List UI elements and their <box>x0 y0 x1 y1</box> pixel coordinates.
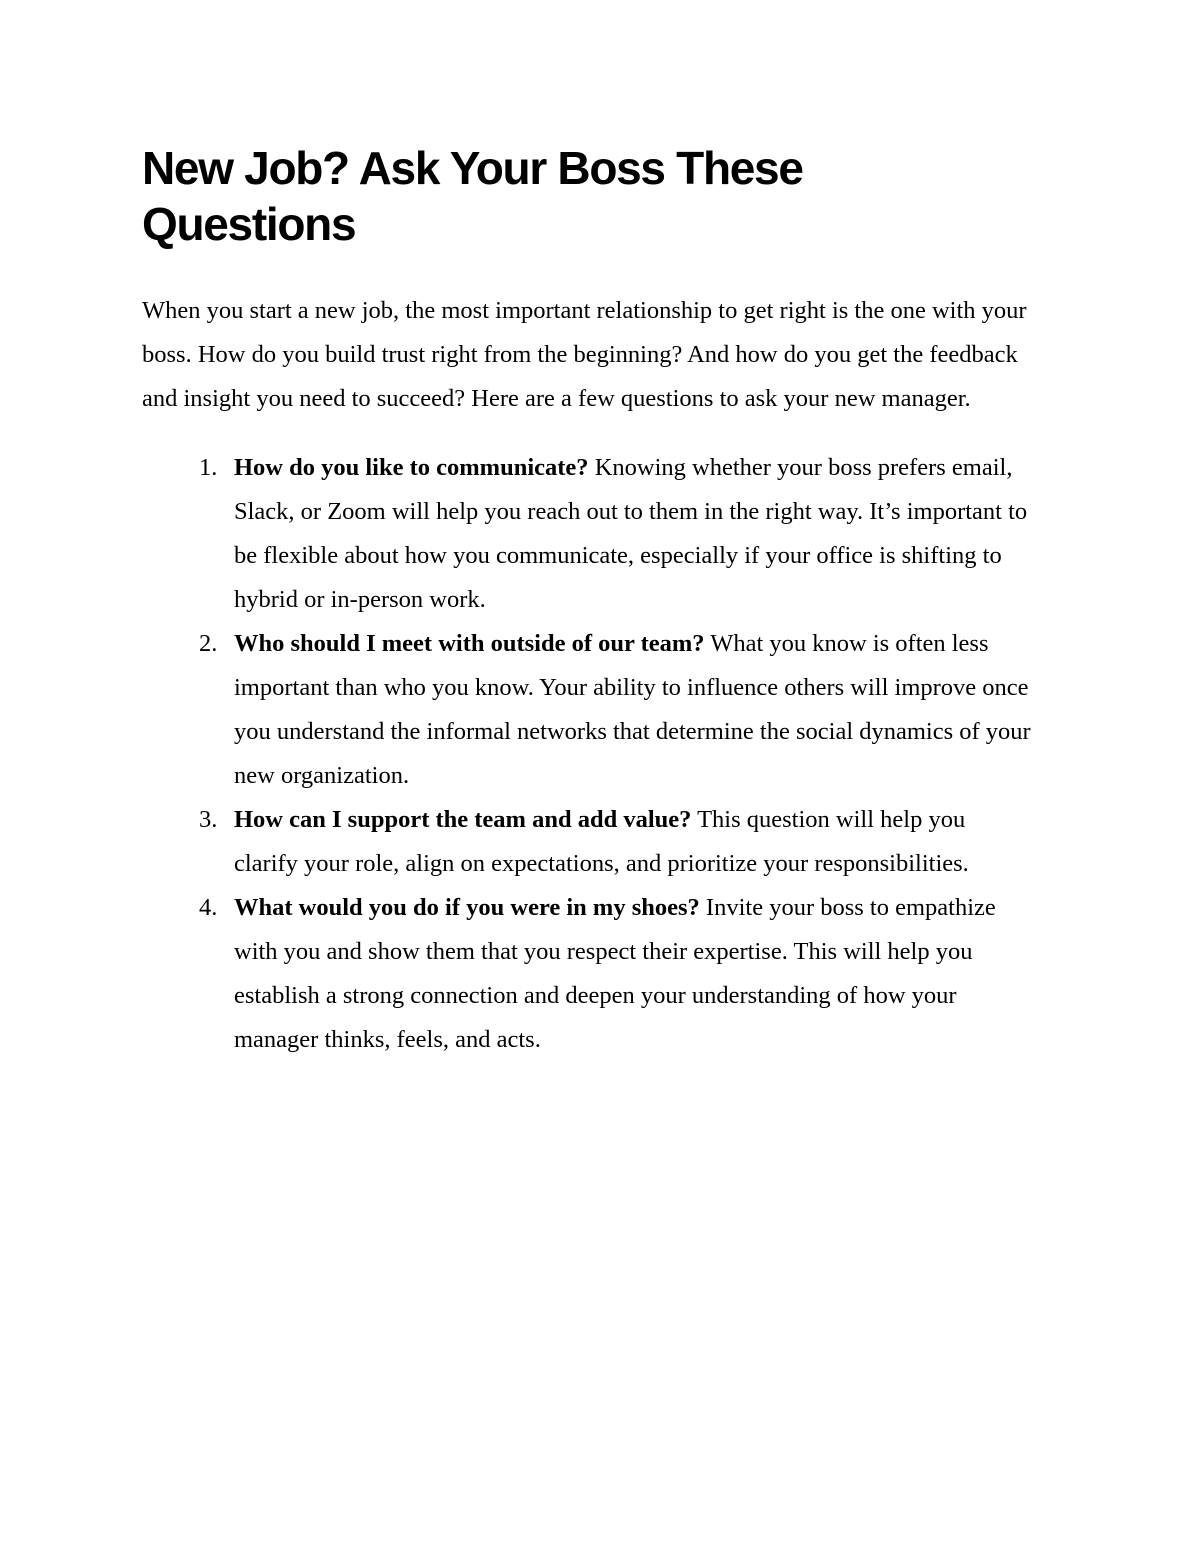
list-item <box>142 798 1034 886</box>
item-text: This question will help you clarify your role, align on expectations, and prioritize your responsibilities. <box>234 806 969 877</box>
list-item <box>142 886 1034 1062</box>
item-question: What would you do if you were in my shoes? <box>234 894 700 921</box>
item-number: 4. <box>199 894 218 921</box>
intro-paragraph: When you start a new job, the most important relationship to get right is the one with your boss. How do you build trust right from the beginning? And how do you get the feedback and insight you need to succeed? Here are a few questions to ask your new manager. <box>142 297 1027 412</box>
list-item <box>142 446 1034 622</box>
item-question: How can I support the team and add value? <box>234 806 692 833</box>
list-item <box>142 622 1034 798</box>
item-number: 3. <box>199 806 218 833</box>
item-number: 2. <box>199 630 218 657</box>
question-list <box>142 446 1062 1062</box>
document-page <box>142 140 1062 1062</box>
item-question: Who should I meet with outside of our team? <box>234 630 705 657</box>
item-text: Knowing whether your boss prefers email, Slack, or Zoom will help you reach out to them in the right way. It’s important to be flexible about how you communicate, especially if your office is shifting to hybrid or in-person work. <box>234 454 1028 613</box>
item-text: Invite your boss to empathize with you and show them that you respect their expertise. This will help you establish a strong connection and deepen your understanding of how your manager thinks, feels, and acts. <box>234 894 996 1053</box>
item-question: How do you like to communicate? <box>234 454 589 481</box>
document-title: New Job? Ask Your Boss These Questions <box>142 142 803 250</box>
item-number: 1. <box>199 454 218 481</box>
item-text: What you know is often less important than who you know. Your ability to influence others will improve once you understand the informal networks that determine the social dynamics of your new organization. <box>234 630 1031 789</box>
